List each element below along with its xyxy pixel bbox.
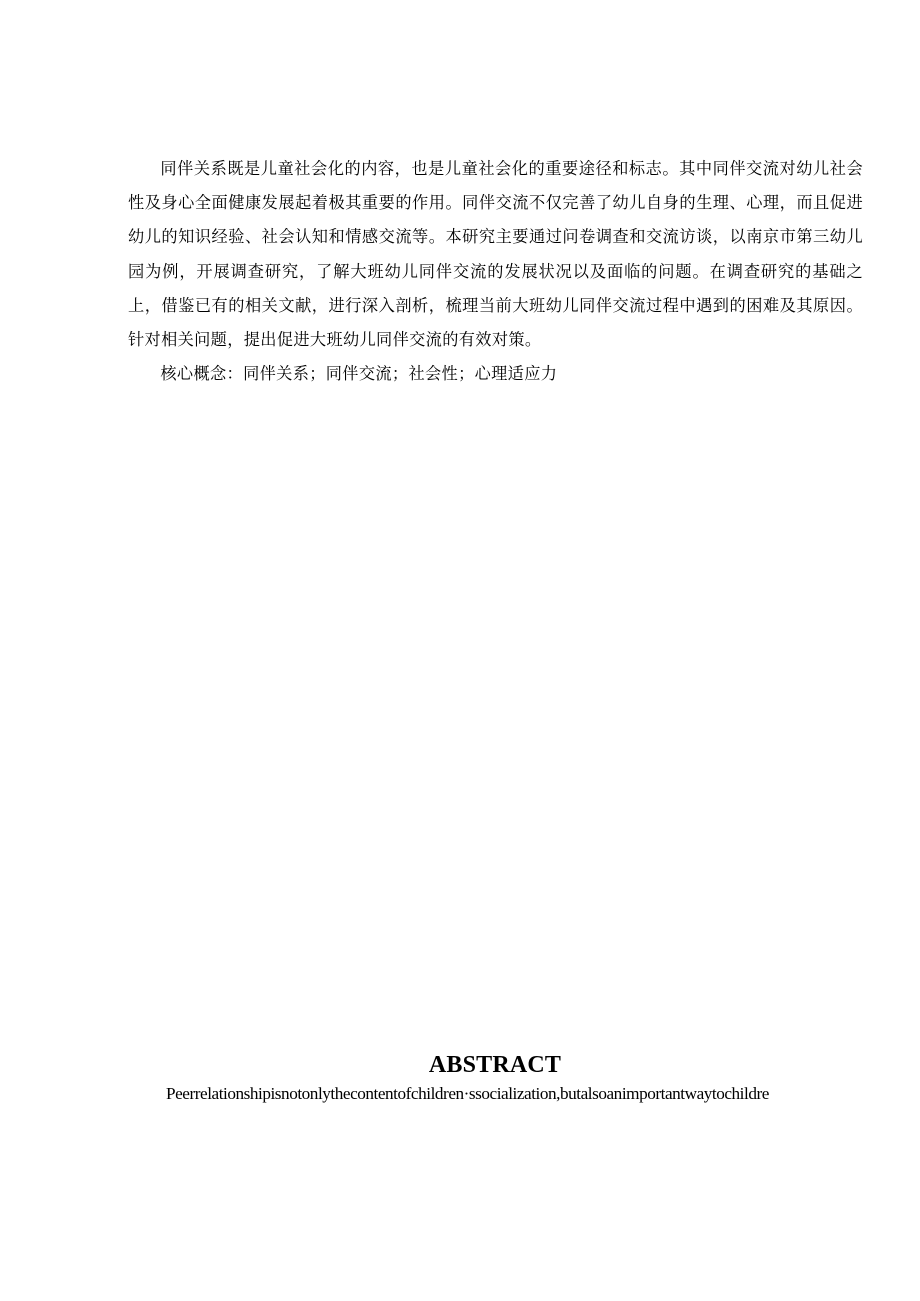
english-abstract-heading: ABSTRACT — [428, 1052, 562, 1078]
chinese-keywords: 核心概念：同伴关系；同伴交流；社会性；心理适应力 — [160, 364, 558, 383]
english-abstract-first-line: Peerrelationshipisnotonlythecontentofchildren·ssocialization,butalsoanimportantwaytochildre — [166, 1084, 769, 1103]
chinese-abstract-paragraph: 同伴关系既是儿童社会化的内容，也是儿童社会化的重要途径和标志。其中同伴交流对幼儿社会性及身心全面健康发展起着极其重要的作用。同伴交流不仅完善了幼儿自身的生理、心理，而且促进幼儿的知识经验、社会认知和情感交流等。本研究主要通过问卷调查和交流访谈，以南京市第三幼儿园为例，开展调查研究，了解大班幼儿同伴交流的发展状况以及面临的问题。在调查研究的基础之上，借鉴已有的相关文献，进行深入剖析，梳理当前大班幼儿同伴交流过程中遇到的困难及其原因。针对相关问题，提出促进大班幼儿同伴交流的有效对策。 — [128, 159, 863, 350]
chinese-abstract — [128, 152, 863, 357]
